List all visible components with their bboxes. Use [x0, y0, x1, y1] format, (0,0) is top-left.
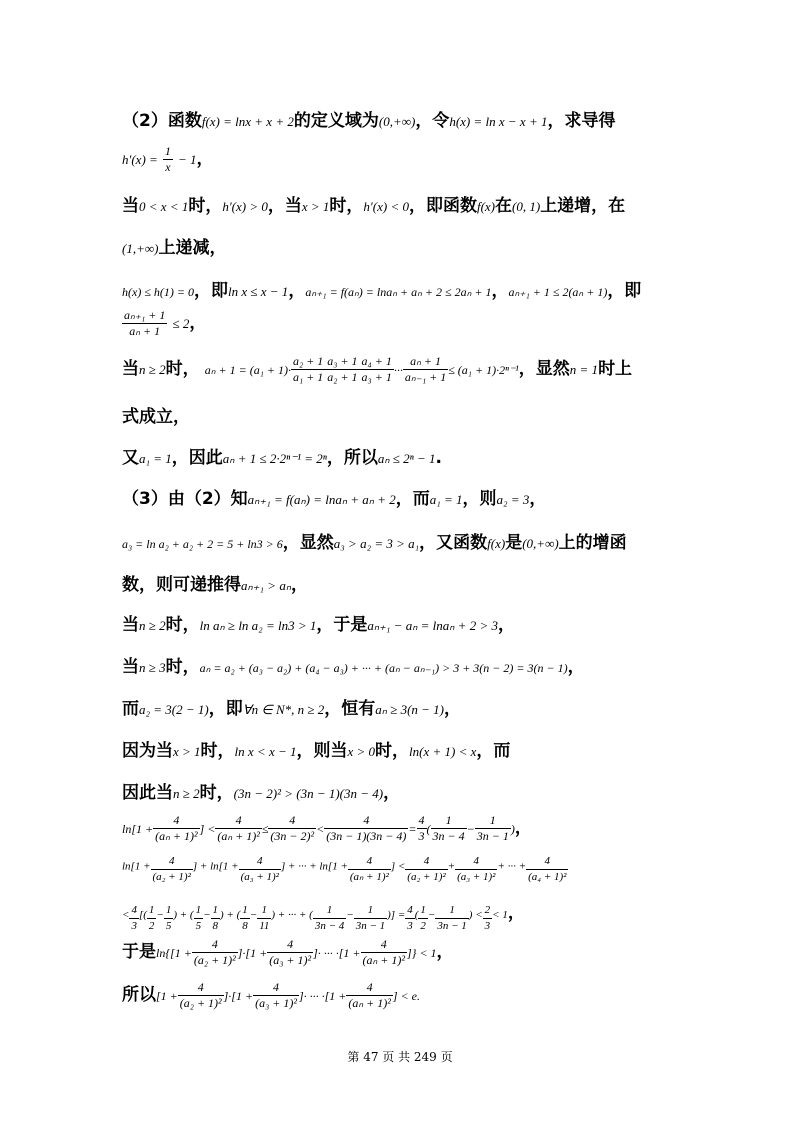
formula: ] < [390, 860, 406, 873]
fraction [324, 813, 408, 844]
formula: ln[1 + [122, 860, 151, 873]
numerator: 1 [164, 144, 171, 158]
formula: − [203, 909, 211, 921]
denominator: (aₙ + 1)² [362, 953, 405, 967]
denominator: 3 [418, 829, 425, 843]
formula: h′(x) > 0 [222, 199, 268, 214]
numerator: 4 [253, 980, 299, 996]
formula: ]· ··· ·[1 + [313, 946, 361, 960]
text: 于是 [122, 942, 156, 962]
fraction [325, 354, 359, 385]
denominator: a₃ + 1 [361, 370, 392, 384]
denominator: 3 [407, 919, 413, 932]
formula: ) + ( [220, 909, 241, 921]
formula: h(x) ≤ h(1) = 0 [122, 285, 194, 299]
denominator: 3n − 4 [432, 829, 465, 843]
fraction [354, 903, 387, 934]
formula: − 1 [177, 152, 197, 167]
formula: aₙ + 1 ≤ 2·2ⁿ⁻¹ = 2ⁿ [222, 451, 327, 466]
denominator: (a₃ + 1)² [269, 953, 312, 967]
fraction [211, 903, 221, 934]
formula: (1,+∞) [122, 241, 159, 256]
line-5 [122, 276, 730, 301]
formula: ]} < 1 [406, 946, 437, 960]
text: 时上 [598, 359, 633, 379]
text: ，显然 [282, 533, 334, 553]
formula: a₃ > a₂ = 3 > a₁ [333, 536, 420, 551]
line-10 [122, 484, 730, 509]
denominator: 11 [259, 919, 270, 932]
denominator: 8 [242, 919, 248, 932]
text: ，即 [208, 699, 243, 719]
line-3 [122, 191, 730, 216]
numerator: 4 [192, 937, 238, 953]
line-1 [122, 106, 730, 131]
line-12 [122, 570, 730, 595]
formula: ln x ≤ x − 1 [228, 284, 289, 299]
formula: aₙ + 1 = (a₁ + 1)· [204, 363, 291, 377]
numerator: 1 [194, 903, 204, 919]
fraction [483, 903, 493, 934]
numerator: 4 [268, 813, 316, 829]
text: 上递增，在 [540, 196, 626, 216]
formula: − [156, 909, 164, 921]
formula: ]·[1 + [237, 946, 268, 960]
numerator: 1 [211, 903, 221, 919]
denominator: x [165, 160, 171, 174]
numerator: 4 [153, 813, 199, 829]
formula: f(x) = lnx + x + 2 [201, 114, 294, 129]
fraction [435, 903, 468, 934]
numerator: a₂ + 1 [292, 354, 324, 368]
denominator: 2 [420, 919, 426, 932]
denominator: 5 [195, 919, 202, 932]
fraction [194, 903, 204, 934]
formula: ) [510, 822, 515, 836]
line-17 [122, 778, 730, 803]
denominator: 5 [165, 919, 172, 932]
line-2 [122, 144, 730, 175]
numerator: 4 [215, 813, 261, 829]
denominator: (a₄ + 1)² [528, 871, 567, 883]
denominator: (a₃ + 1)² [240, 871, 279, 883]
text: ， [288, 281, 306, 301]
fraction [291, 354, 325, 385]
formula: f(x) [487, 536, 506, 551]
text: 时， [165, 615, 200, 635]
text: 当 [122, 615, 139, 635]
formula: ln x < x − 1 [234, 744, 297, 759]
numerator: 4 [418, 813, 425, 827]
formula: ) + ( [173, 909, 194, 921]
text: 当 [122, 196, 139, 216]
formula: < [316, 822, 325, 836]
formula: ]· ··· ·[1 + [298, 989, 347, 1003]
numerator: 1 [147, 903, 157, 919]
line-15 [122, 694, 730, 719]
numerator: 4 [267, 937, 313, 953]
formula: f(x) [476, 199, 496, 214]
fraction [268, 813, 316, 844]
formula: ∀n ∈ N*, n ≥ 2 [242, 702, 325, 717]
numerator: 4 [178, 980, 224, 996]
formula: n ≥ 2 [173, 786, 200, 801]
fraction [164, 903, 174, 934]
formula: ( [426, 822, 431, 836]
denominator: a₂ + 1 [327, 370, 358, 384]
text: ，即函数 [408, 196, 477, 216]
denominator: aₙ + 1 [129, 324, 161, 338]
text: ，则 [462, 489, 497, 509]
text: 时， [188, 196, 223, 216]
text: ，则当 [296, 741, 348, 761]
denominator: (aₙ + 1)² [217, 829, 260, 843]
formula: ln aₙ ≥ ln a₂ = ln3 > 1 [199, 618, 317, 633]
denominator: (aₙ + 1)² [349, 871, 389, 883]
text: ， [491, 281, 509, 301]
fraction [163, 144, 173, 175]
text: ，于是 [316, 615, 368, 635]
fraction [129, 903, 139, 934]
numerator: 4 [346, 980, 392, 996]
fraction [153, 813, 199, 844]
fraction [348, 854, 391, 885]
fraction [122, 308, 167, 339]
formula: ≤ (a₁ + 1)·2ⁿ⁻¹ [448, 363, 519, 377]
numerator: 4 [348, 854, 391, 870]
text: 时， [329, 196, 364, 216]
fraction [475, 813, 511, 844]
formula: ) + ··· + ( [271, 909, 313, 921]
text: ， [444, 699, 462, 719]
text: 所以 [122, 985, 156, 1005]
fraction [405, 854, 447, 885]
formula: n ≥ 3 [139, 660, 166, 675]
formula: ] < [199, 822, 216, 836]
numerator: 4 [361, 937, 407, 953]
text: 当 [122, 359, 139, 379]
text: . [435, 448, 443, 468]
text: ，因此 [171, 448, 223, 468]
fraction [455, 854, 497, 885]
line-20 [122, 898, 730, 934]
line-21 [122, 937, 730, 968]
numerator: 1 [257, 903, 271, 919]
numerator: 2 [483, 903, 493, 919]
fraction [239, 854, 281, 885]
numerator: 1 [354, 903, 387, 919]
line-14 [122, 652, 730, 677]
text: 的定义域为 [293, 111, 379, 131]
line-18 [122, 813, 730, 844]
fraction [361, 937, 407, 968]
text: ， [189, 313, 207, 333]
numerator: 4 [405, 903, 415, 919]
line-19 [122, 854, 730, 885]
text: ，显然 [518, 359, 570, 379]
denominator: 3 [484, 919, 491, 932]
fraction [151, 854, 193, 885]
text: ，而 [395, 489, 430, 509]
fraction [313, 903, 346, 934]
text: 而 [122, 699, 139, 719]
text: 式成立， [122, 407, 190, 427]
formula: a₁ = 1 [429, 492, 463, 507]
line-11 [122, 528, 730, 553]
formula: 0 < x < 1 [139, 199, 189, 214]
numerator: 1 [475, 813, 511, 829]
numerator: 4 [239, 854, 281, 870]
fraction [431, 813, 467, 844]
denominator: 2 [148, 919, 155, 932]
text: 因此当 [122, 783, 173, 803]
formula: ··· [393, 363, 403, 377]
formula: x > 1 [301, 199, 330, 214]
formula: a₂ = 3(2 − 1) [139, 702, 209, 717]
line-4 [122, 233, 730, 258]
formula: h′(x) = [122, 152, 158, 167]
numerator: 1 [313, 903, 346, 919]
line-7 [122, 354, 730, 385]
denominator: (a₂ + 1)² [152, 871, 191, 883]
numerator: 1 [435, 903, 468, 919]
formula: ≤ 2 [172, 316, 190, 331]
text: 上递减， [158, 238, 227, 258]
formula: n ≥ 2 [139, 618, 166, 633]
formula: a₂ = 3 [496, 492, 530, 507]
formula: . [416, 989, 420, 1003]
fraction [192, 937, 238, 968]
line-8 [122, 402, 730, 427]
fraction [417, 813, 427, 844]
formula: aₙ ≥ 3(n − 1) [375, 702, 445, 717]
text: ，令 [415, 111, 450, 131]
text: ， [514, 818, 532, 838]
denominator: aₙ₋₁ + 1 [404, 370, 447, 384]
text: ，又函数 [419, 533, 488, 553]
formula: h′(x) < 0 [363, 199, 409, 214]
denominator: 3n − 4 [314, 919, 345, 932]
denominator: (aₙ + 1)² [348, 996, 391, 1010]
formula: )] = [387, 909, 406, 921]
page-footer: 第 47 页 共 249 页 [347, 1050, 453, 1064]
formula: (0, 1) [512, 199, 541, 214]
denominator: a₁ + 1 [292, 370, 324, 384]
text: ，当 [267, 196, 302, 216]
text: （3）由（2）知 [122, 489, 248, 509]
text: ，恒有 [324, 699, 376, 719]
formula: aₙ = a₂ + (a₃ − a₂) + (a₄ − a₃) + ··· + (aₙ − aₙ₋₁) > 3 + 3(n − 2) = 3(n − 1) [199, 661, 568, 675]
text: 又 [122, 448, 139, 468]
formula: [1 + [156, 989, 178, 1003]
text: 时， [199, 783, 234, 803]
numerator: 4 [324, 813, 408, 829]
text: ， [196, 149, 214, 169]
numerator: 4 [455, 854, 497, 870]
text: ， [567, 657, 585, 677]
formula: ] + ln[1 + [192, 860, 239, 873]
formula: + ··· + [497, 860, 527, 873]
numerator: aₙ₊₁ + 1 [124, 308, 166, 322]
denominator: (aₙ + 1)² [155, 829, 198, 843]
formula: − [427, 909, 436, 921]
formula: ln(x + 1) < x [409, 744, 477, 759]
formula: ] + ··· + ln[1 + [280, 860, 348, 873]
numerator: 4 [129, 903, 139, 919]
formula: [( [138, 909, 147, 921]
fraction [240, 903, 250, 934]
text: ， [529, 489, 547, 509]
fraction [257, 903, 271, 934]
formula: a₁ = 1 [139, 451, 172, 466]
text: ， [507, 903, 525, 923]
text: 是 [505, 533, 523, 553]
formula: aₙ₊₁ = f(aₙ) = lnaₙ + aₙ + 2 [247, 492, 396, 507]
text: 上的增函 [558, 533, 627, 553]
text: 数，则可递推得 [122, 575, 241, 595]
formula: (0,+∞) [378, 114, 416, 129]
text: ， [497, 615, 515, 635]
line-13 [122, 610, 730, 635]
numerator: 4 [151, 854, 193, 870]
formula: x > 1 [173, 744, 201, 759]
text: ，即 [194, 281, 228, 301]
formula: ln[1 + [122, 822, 154, 836]
text: ， [291, 575, 309, 595]
text: 时， [165, 657, 200, 677]
text: 因为当 [122, 741, 173, 761]
line-22 [122, 980, 730, 1011]
formula: < [122, 909, 130, 921]
denominator: (a₂ + 1)² [407, 871, 446, 883]
text: 时， [375, 741, 410, 761]
text: 时， [165, 359, 200, 379]
line-16 [122, 736, 730, 761]
numerator: a₄ + 1 [361, 354, 392, 368]
formula: aₙ ≤ 2ⁿ − 1 [377, 451, 436, 466]
text: ， [436, 942, 454, 962]
formula: x > 0 [347, 744, 376, 759]
formula: (3n − 2)² > (3n − 1)(3n − 4) [233, 786, 384, 801]
denominator: 8 [212, 919, 219, 932]
fraction [360, 354, 394, 385]
formula: aₙ₊₁ > aₙ [241, 578, 292, 593]
numerator: 1 [418, 903, 428, 919]
denominator: (a₂ + 1)² [193, 953, 236, 967]
formula: − [346, 909, 354, 921]
fraction [267, 937, 313, 968]
numerator: a₃ + 1 [327, 354, 358, 368]
formula: − [249, 909, 258, 921]
formula: ]·[1 + [223, 989, 254, 1003]
fraction [405, 903, 415, 934]
fraction [346, 980, 392, 1011]
formula: + [447, 860, 456, 873]
formula: h(x) = ln x − x + 1 [449, 114, 548, 129]
text: ， [383, 783, 401, 803]
denominator: (a₃ + 1)² [255, 996, 297, 1010]
numerator: 1 [240, 903, 250, 919]
numerator: 1 [431, 813, 467, 829]
fraction [418, 903, 428, 934]
fraction [215, 813, 261, 844]
denominator: (a₃ + 1)² [457, 871, 496, 883]
fraction [526, 854, 568, 885]
text: ，即 [607, 281, 642, 301]
formula: ≤ [261, 822, 269, 836]
formula: aₙ₊₁ = f(aₙ) = lnaₙ + aₙ + 2 ≤ 2aₙ + 1 [305, 285, 492, 299]
formula: < 1 [492, 909, 508, 921]
numerator: aₙ + 1 [403, 354, 448, 370]
fraction [403, 354, 448, 385]
text: 在 [495, 196, 513, 216]
denominator: 3n − 1 [437, 919, 467, 932]
numerator: 4 [526, 854, 568, 870]
denominator: 3n − 1 [476, 829, 509, 843]
denominator: (3n − 1)(3n − 4) [326, 829, 407, 843]
denominator: (a₂ + 1)² [179, 996, 222, 1010]
fraction [147, 903, 157, 934]
formula: (0,+∞) [522, 536, 559, 551]
formula: ] < e [392, 989, 417, 1003]
formula: a₃ = ln a₂ + a₂ + 2 = 5 + ln3 > 6 [122, 537, 283, 551]
line-6 [122, 308, 730, 339]
formula: n ≥ 2 [139, 362, 166, 377]
denominator: 3n − 1 [355, 919, 386, 932]
formula: ln{[1 + [156, 946, 192, 960]
denominator: 3 [131, 919, 137, 932]
denominator: (3n − 2)² [270, 829, 315, 843]
fraction [253, 980, 299, 1011]
formula: aₙ₊₁ + 1 ≤ 2(aₙ + 1) [508, 285, 608, 299]
numerator: 1 [164, 903, 174, 919]
formula: aₙ₊₁ − aₙ = lnaₙ + 2 > 3 [367, 618, 498, 633]
formula: n = 1 [569, 362, 599, 377]
text: 时， [200, 741, 235, 761]
formula: − [466, 822, 475, 836]
line-9 [122, 443, 730, 468]
text: ，所以 [326, 448, 378, 468]
text: （2）函数 [122, 111, 202, 131]
text: ，求导得 [547, 111, 616, 131]
formula: ) < [468, 909, 483, 921]
formula: = [408, 822, 417, 836]
numerator: 4 [405, 854, 447, 870]
formula: ( [414, 909, 419, 921]
text: 当 [122, 657, 139, 677]
text: ，而 [476, 741, 511, 761]
fraction [178, 980, 224, 1011]
